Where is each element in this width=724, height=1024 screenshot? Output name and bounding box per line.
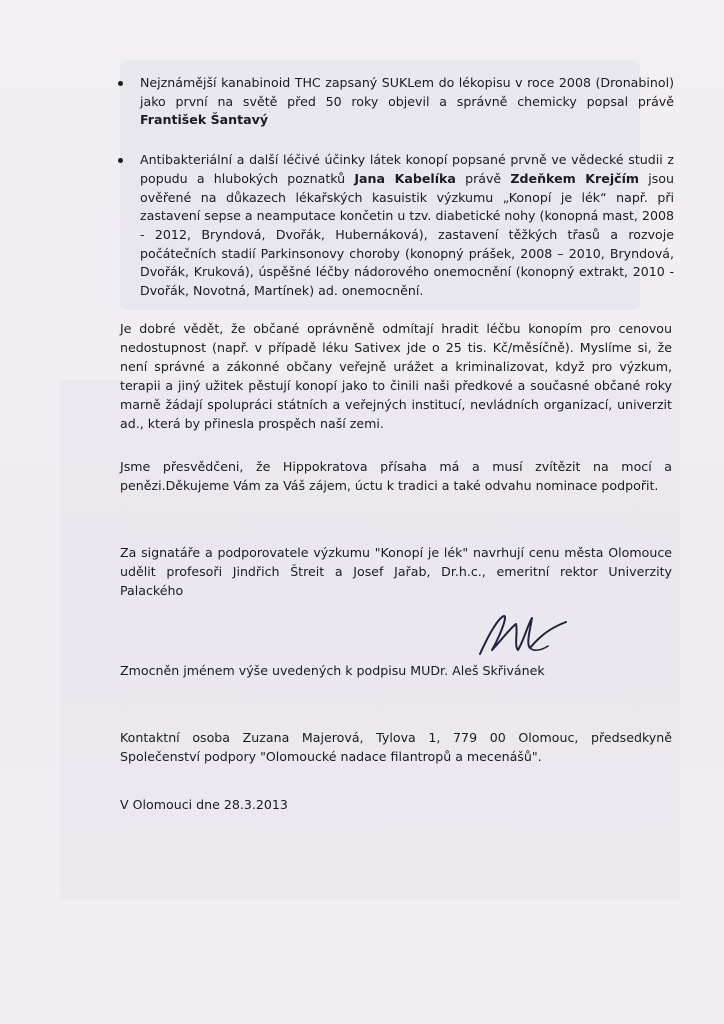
bullet-bold-name: Jana Kabelíka [354, 170, 456, 186]
bullet-item-santavy [118, 74, 674, 130]
bullet-text-part: Antibakteriální a další léčivé účinky látek konopí popsané prvně ve vědecké studii z popudu a hlubokých poznatků [140, 152, 674, 186]
paragraph-hippocratic-oath: Jsme přesvědčeni, že Hippokratova přísaha má a musí zvítězit na mocí a penězi.Děkujeme Vám za Váš zájem, úctu k tradici a také odvahu nominace podpořit. [120, 459, 672, 493]
paragraph-cost: Je dobré vědět, že občané oprávněně odmítají hradit léčbu konopím pro cenovou nedostupnost (např. v případě léku Sativex jde o 25 tis. Kč/měsíčně). Myslíme si, že není správné a zákonné občany veřejně urážet a kriminalizovat, když pro výzkum, terapii a jiný užitek pěstují konopí jako to činili naši předkové a současné občané roky marně žádají spolupráci státních a veřejných institucí, nevládních organizací, univerzit ad., která by přinesla prospěch naší zemi. [120, 321, 672, 431]
bullet-list [118, 74, 674, 322]
paragraph-date-place: V Olomouci dne 28.3.2013 [120, 797, 288, 812]
bullet-item-kabelik [118, 151, 674, 301]
bullet-bold-name: Zdeňkem Krejčím [510, 170, 640, 186]
bullet-text-part: právě [455, 170, 511, 186]
bullet-dot [118, 158, 123, 163]
bullet-text-part: Nejznámější kanabinoid THC zapsaný SUKLem do lékopisu v roce 2008 (Dronabinol) jako první na světě před 50 roky objevil a správně chemicky popsal právě [140, 75, 674, 109]
paragraph-authorized-signatory: Zmocněn jménem výše uvedených k podpisu MUDr. Aleš Skřivánek [120, 663, 545, 678]
bullet-bold-name: František Šantavý [140, 112, 269, 128]
handwritten-signature [470, 606, 580, 662]
paragraph-nomination: Za signatáře a podporovatele výzkumu "Konopí je lék" navrhují cenu města Olomouce udělit profesoři Jindřich Štreit a Josef Jařab, Dr.h.c., emeritní rektor Univerzity Palackého [120, 545, 672, 598]
bullet-dot [118, 81, 123, 86]
paragraph-contact-person: Kontaktní osoba Zuzana Majerová, Tylova 1, 779 00 Olomouc, předsedkyně Společenství podpory "Olomoucké nadace filantropů a mecenášů". [120, 730, 672, 764]
bullet-text-part: jsou ověřené na důkazech lékařských kasuistik výzkumu „Konopí je lék“ např. při zastavení sepse a neamputace končetin u tzv. diabetické nohy (konopná mast, 2008 - 2012, Bryndová, Dvořák, Hubernáková), zastavení těžkých třasů a rozvoje počátečních stadií Parkinsonovy choroby (konopný prášek, 2008 – 2010, Bryndová, Dvořák, Kruková), úspěšné léčby nádorového onemocnění (konopný extrakt, 2010 - Dvořák, Novotná, Martínek) ad. onemocnění. [140, 170, 674, 299]
